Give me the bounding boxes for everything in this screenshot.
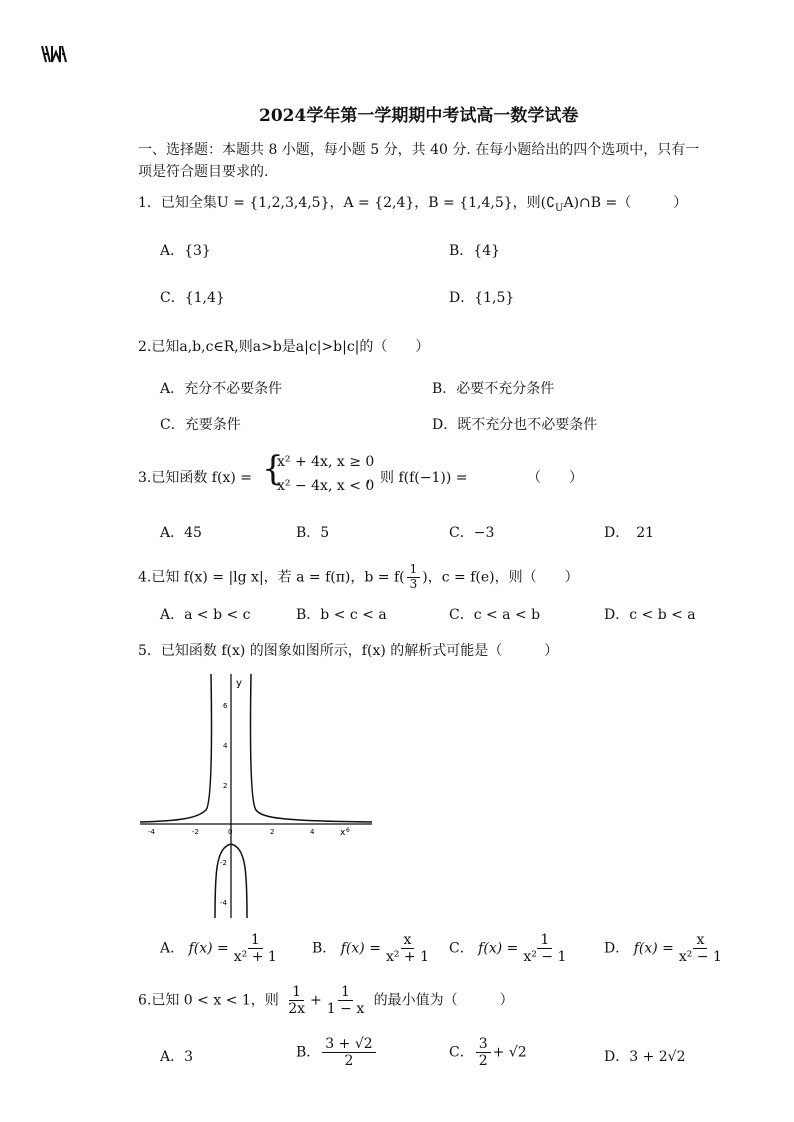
q2-option-d[interactable]: D．既不充分也不必要条件	[432, 417, 598, 433]
q6-b-num: 3 + √2	[322, 1036, 375, 1053]
q1-stem-sub: U	[555, 202, 564, 214]
q3-option-d[interactable]: D． 21	[604, 525, 655, 541]
q5-c-den: x² − 1	[523, 949, 567, 966]
q1-option-d[interactable]: D．{1,5}	[449, 290, 515, 306]
q6-stem	[138, 984, 514, 1017]
y-tick: -2	[220, 859, 227, 867]
q5-b-lhs: f(x) =	[340, 940, 381, 957]
q6-b-fraction	[322, 1036, 375, 1069]
q5-b-fraction	[383, 932, 432, 965]
q6-fraction-2	[324, 984, 367, 1017]
q6-f2-den: 1 − x	[326, 1001, 365, 1018]
q2-option-a[interactable]: A．充分不必要条件	[160, 381, 283, 397]
q5-c-label: C．	[449, 940, 474, 957]
q6-fraction-1	[285, 984, 308, 1017]
section-heading-line2: 项是符合题目要求的.	[138, 164, 269, 180]
q5-option-d[interactable]	[604, 932, 727, 965]
page-title: 2024学年第一学期期中考试高一数学试卷	[259, 106, 579, 126]
q6-stem-a: 6.已知 0 < x < 1，则	[138, 992, 279, 1009]
q4-option-c[interactable]: C．c < a < b	[449, 607, 541, 623]
q2-stem: 2.已知a,b,c∈R,则a>b是a|c|>b|c|的（ ）	[138, 339, 430, 355]
q3-case2: x² − 4x, x < 0	[277, 478, 375, 494]
q5-d-fraction	[676, 932, 725, 965]
q6-c-label: C．	[449, 1044, 474, 1061]
curve-left-branch	[140, 674, 211, 822]
q6-option-d[interactable]: D．3 + 2√2	[604, 1049, 686, 1065]
q3-option-a[interactable]: A．45	[160, 525, 202, 541]
q6-b-label: B．	[296, 1044, 321, 1061]
y-tick: 6	[223, 702, 228, 710]
x-tick: -4	[148, 828, 155, 836]
q1-option-a[interactable]: A．{3}	[160, 243, 211, 259]
q6-c-num: 3	[476, 1036, 491, 1053]
q5-option-c[interactable]	[449, 932, 571, 965]
q5-d-lhs: f(x) =	[633, 940, 674, 957]
q6-c-fraction	[476, 1036, 491, 1069]
q3-case1: x² + 4x, x ≥ 0	[277, 454, 375, 470]
y-axis-label: y	[236, 678, 242, 689]
x-tick: 4	[310, 828, 315, 836]
q5-stem: 5．已知函数 f(x) 的图象如图所示，f(x) 的解析式可能是（ ）	[138, 643, 559, 659]
q4-frac-den: 3	[409, 576, 418, 591]
x-axis-label: x	[340, 828, 346, 838]
q1-stem-end: A)∩B =（ ）	[563, 195, 688, 211]
q3-prefix: 3.已知函数 f(x) =	[138, 470, 252, 486]
q5-b-label: B．	[312, 940, 337, 957]
q4-option-a[interactable]: A．a < b < c	[160, 607, 251, 623]
x-tick: -2	[192, 828, 199, 836]
q3-brace: {	[262, 449, 284, 489]
q6-option-c[interactable]	[449, 1036, 527, 1069]
q5-b-den: x² + 1	[385, 949, 429, 966]
q3-paren: （ ）	[527, 470, 583, 486]
q1-stem-text: 1．已知全集U = {1,2,3,4,5}，A = {2,4}，B = {1,4,5}，则(∁	[138, 195, 556, 211]
q6-c-den: 2	[478, 1053, 488, 1070]
q1-option-b[interactable]: B．{4}	[449, 243, 501, 259]
q3-suffix: ，则 f(f(−1)) =	[366, 470, 468, 486]
x-tick: 2	[270, 828, 275, 836]
q5-a-lhs: f(x) =	[188, 940, 229, 957]
q3-option-c[interactable]: C．−3	[449, 525, 495, 541]
q4-frac-num: 1	[407, 563, 421, 578]
q5-function-graph	[140, 672, 380, 922]
y-tick: -4	[220, 899, 227, 907]
q5-a-num: 1	[248, 932, 263, 949]
q1-stem	[138, 192, 687, 214]
corner-mark	[41, 44, 67, 64]
x-tick: 0	[228, 828, 233, 836]
q4-option-b[interactable]: B．b < c < a	[296, 607, 387, 623]
q6-option-a[interactable]: A．3	[160, 1049, 194, 1065]
q1-option-c[interactable]: C．{1,4}	[160, 290, 225, 306]
q6-c-rest: + √2	[492, 1044, 527, 1061]
q5-c-num: 1	[537, 932, 552, 949]
q6-stem-b: 的最小值为（ ）	[373, 992, 514, 1009]
q6-option-b[interactable]	[296, 1036, 378, 1069]
q4-stem-b: )，c = f(e)，则（ ）	[422, 569, 579, 586]
q4-stem	[138, 563, 579, 592]
q6-f1-den: 2x	[288, 1001, 306, 1018]
q5-a-fraction	[231, 932, 280, 965]
q6-plus: +	[310, 992, 322, 1009]
curve-right-branch	[251, 674, 372, 822]
q5-b-num: x	[401, 932, 415, 949]
q5-a-den: x² + 1	[233, 949, 277, 966]
q6-f1-num: 1	[289, 984, 304, 1001]
section-heading-line1: 一、选择题：本题共 8 小题，每小题 5 分，共 40 分. 在每小题给出的四个选项中，只有一	[138, 142, 700, 158]
q5-c-fraction	[520, 932, 569, 965]
q6-b-den: 2	[344, 1053, 354, 1070]
q5-option-a[interactable]	[160, 932, 282, 965]
q2-option-b[interactable]: B．必要不充分条件	[432, 381, 555, 397]
q3-option-b[interactable]: B．5	[296, 525, 330, 541]
q5-d-den: x² − 1	[678, 949, 722, 966]
q6-f2-num: 1	[338, 984, 353, 1001]
y-tick: 2	[223, 782, 228, 790]
x-tick: 6	[346, 827, 350, 834]
q5-a-label: A．	[160, 940, 185, 957]
q5-c-lhs: f(x) =	[478, 940, 519, 957]
q4-stem-a: 4.已知 f(x) = |lg x|，若 a = f(π)，b = f(	[138, 569, 405, 586]
q2-option-c[interactable]: C．充要条件	[160, 417, 241, 433]
y-tick: 4	[223, 742, 228, 750]
q5-d-num: x	[693, 932, 707, 949]
q4-fraction	[407, 563, 421, 592]
q5-option-b[interactable]	[312, 932, 434, 965]
q4-option-d[interactable]: D．c < b < a	[604, 607, 696, 623]
q5-d-label: D．	[604, 940, 630, 957]
